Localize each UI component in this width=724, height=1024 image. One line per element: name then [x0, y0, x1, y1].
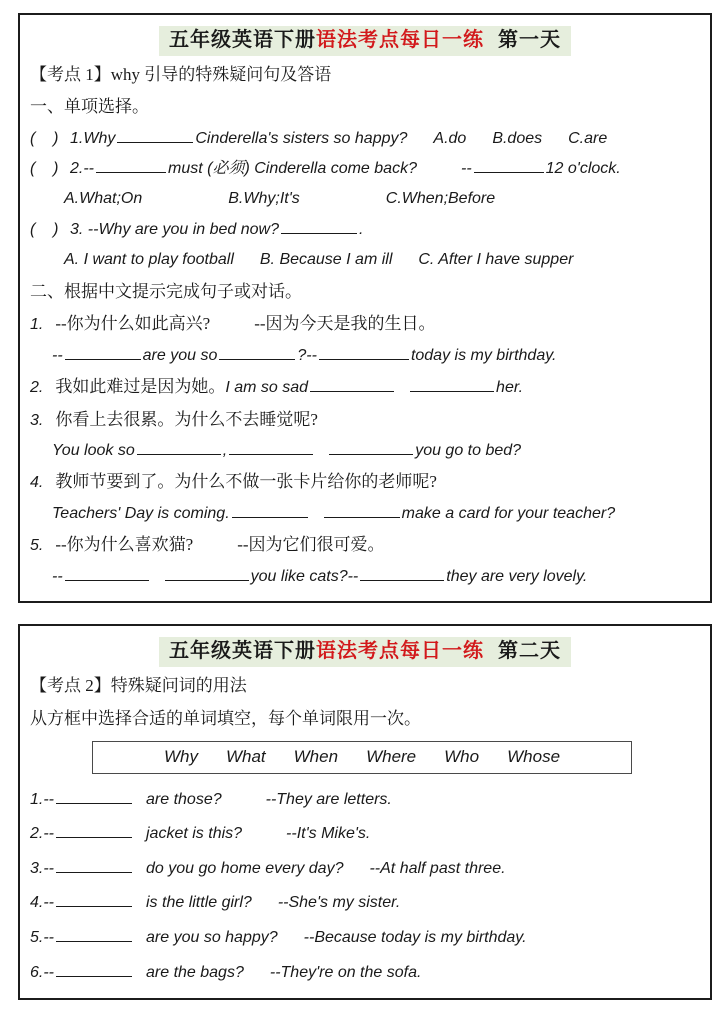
translation-1-chinese-question: --你为什么如此高兴? [55, 314, 211, 334]
translation-4-number: 4. [30, 474, 44, 492]
fill-question-1 [30, 783, 700, 818]
fill-2-number: 2.-- [30, 825, 54, 843]
fill-question-3 [30, 852, 700, 887]
fill-5-number: 5.-- [30, 929, 54, 946]
translation-5-blank-1[interactable] [65, 565, 149, 581]
translation-1-blank-2[interactable] [219, 343, 295, 359]
translation-5-blank-3[interactable] [360, 565, 444, 581]
fill-4-blank[interactable] [56, 891, 132, 907]
fill-5-blank[interactable] [56, 926, 132, 942]
mcq-3-answer-paren[interactable]: ( ) [30, 220, 59, 238]
translation-2-chinese: 我如此难过是因为她。 [55, 377, 226, 397]
translation-5-number: 5. [30, 537, 44, 555]
translation-1-mid-2: ?-- [297, 346, 317, 364]
translation-3-answer-line [30, 437, 700, 465]
translation-4-chinese: 教师节要到了。为什么不做一张卡片给你的老师呢? [55, 472, 437, 492]
fill-5-answer: --Because today is my birthday. [303, 929, 527, 946]
translation-5-tail: they are very lovely. [446, 567, 588, 585]
translation-item-3 [30, 405, 700, 435]
translation-item-5 [30, 530, 700, 560]
translation-1-mid-1: are you so [142, 346, 218, 364]
mcq-3-blank[interactable] [281, 218, 357, 234]
word-bank-item-where[interactable]: Where [366, 746, 417, 766]
translation-5-blank-2[interactable] [165, 565, 249, 581]
fill-4-stem: is the little girl? [146, 894, 252, 912]
mcq-1-answer-paren[interactable]: ( ) [30, 129, 59, 147]
mcq-1-number: 1.Why [70, 129, 116, 147]
mcq-3-choice-b[interactable]: B. Because I am ill [259, 251, 393, 269]
fill-6-number: 6.-- [30, 963, 54, 981]
fill-5-stem: are you so happy? [146, 929, 278, 946]
translation-2-blank-2[interactable] [410, 376, 494, 392]
fill-question-4 [30, 886, 700, 921]
word-bank-item-when[interactable]: When [293, 746, 339, 766]
mcq-item-1 [30, 125, 700, 153]
mcq-2-choice-b[interactable]: B.Why;It's [228, 190, 300, 208]
mcq-3-choices [30, 246, 700, 274]
word-bank [92, 741, 632, 774]
day-one-section-one-heading: 一、单项选择。 [30, 97, 149, 117]
translation-item-2 [30, 372, 700, 402]
translation-4-english-tail: make a card for your teacher? [401, 504, 616, 522]
day-one-title-suffix: 第一天 [498, 29, 561, 51]
day-one-title-row [30, 26, 700, 56]
day-one-title-prefix: 五年级英语下册 [169, 29, 316, 51]
mcq-1-blank[interactable] [117, 126, 193, 142]
fill-3-stem: do you go home every day? [146, 859, 344, 877]
fill-6-answer: --They're on the sofa. [269, 963, 422, 981]
fill-4-answer: --She's my sister. [277, 894, 401, 912]
translation-5-mid: you like cats?-- [250, 567, 359, 585]
translation-item-1 [30, 309, 700, 339]
mcq-3-choice-c[interactable]: C. After I have supper [418, 251, 574, 269]
day-one-point-heading: 【考点 1】why 引导的特殊疑问句及答语 [30, 65, 332, 84]
translation-5-answer-line [30, 563, 700, 591]
fill-1-blank[interactable] [56, 788, 132, 804]
translation-1-tail: today is my birthday. [410, 346, 557, 364]
mcq-3-number: 3. --Why are you in bed now? [70, 220, 279, 238]
day-two-title-highlight: 语法考点每日一练 [316, 640, 484, 663]
mcq-item-3 [30, 216, 700, 244]
day-two-title-row [30, 637, 700, 667]
translation-1-lead: -- [52, 346, 63, 364]
fill-1-stem: are those? [146, 790, 222, 808]
fill-1-answer: --They are letters. [265, 790, 392, 808]
mcq-2-choices [30, 185, 700, 213]
translation-3-blank-3[interactable] [329, 439, 413, 455]
translation-4-answer-line [30, 500, 700, 528]
mcq-1-choice-c[interactable]: C.are [568, 129, 608, 147]
mcq-2-blank-1[interactable] [96, 157, 166, 173]
mcq-3-choice-a[interactable]: A. I want to play football [64, 251, 234, 269]
fill-2-answer: --It's Mike's. [286, 825, 371, 843]
fill-question-2 [30, 817, 700, 852]
translation-5-chinese-answer: --因为它们很可爱。 [237, 535, 385, 555]
translation-1-number: 1. [30, 316, 44, 334]
mcq-2-answer-paren[interactable]: ( ) [30, 159, 59, 177]
mcq-2-choice-a[interactable]: A.What;On [64, 190, 143, 208]
day-two-title-prefix: 五年级英语下册 [169, 640, 316, 663]
day-two-point-heading: 【考点 2】特殊疑问词的用法 [30, 676, 247, 696]
fill-3-number: 3.-- [30, 859, 54, 877]
translation-3-blank-2[interactable] [229, 439, 313, 455]
translation-4-blank-1[interactable] [232, 502, 308, 518]
day-two-title-suffix: 第二天 [498, 640, 561, 663]
translation-5-chinese-question: --你为什么喜欢猫? [55, 535, 194, 555]
word-bank-item-who[interactable]: Who [444, 746, 480, 766]
mcq-1-choice-a[interactable]: A.do [433, 129, 467, 147]
mcq-1-stem-tail: Cinderella's sisters so happy? [195, 129, 408, 147]
mcq-2-stem-mid: must (必须) Cinderella come back? [168, 159, 417, 177]
translation-2-english-lead: I am so sad [225, 379, 309, 397]
translation-3-number: 3. [30, 411, 44, 429]
translation-1-blank-3[interactable] [319, 343, 409, 359]
day-two-title-band [159, 637, 571, 667]
translation-3-chinese: 你看上去很累。为什么不去睡觉呢? [55, 409, 318, 429]
fill-6-blank[interactable] [56, 960, 132, 976]
translation-1-answer-line [30, 342, 700, 370]
translation-2-number: 2. [30, 379, 44, 397]
mcq-2-blank-2[interactable] [474, 157, 544, 173]
translation-3-english-lead: You look so [52, 441, 135, 459]
translation-1-chinese-answer: --因为今天是我的生日。 [254, 314, 436, 334]
day-one-title-band [159, 26, 571, 56]
day-one-title-highlight: 语法考点每日一练 [316, 29, 484, 51]
mcq-1-choice-b[interactable]: B.does [492, 129, 543, 147]
fill-3-blank[interactable] [56, 857, 132, 873]
day-one-section-two-heading: 二、根据中文提示完成句子或对话。 [30, 281, 302, 301]
fill-2-blank[interactable] [56, 822, 132, 838]
day-two-instruction: 从方框中选择合适的单词填空，每个单词限用一次。 [30, 708, 421, 728]
fill-2-stem: jacket is this? [146, 825, 243, 843]
mcq-2-dash: -- [460, 159, 472, 177]
word-bank-item-why[interactable]: Why [163, 746, 198, 766]
mcq-2-choice-c[interactable]: C.When;Before [385, 190, 496, 208]
mcq-item-2 [30, 155, 700, 183]
translation-3-english-tail: you go to bed? [415, 441, 522, 459]
fill-3-answer: --At half past three. [369, 859, 506, 877]
fill-question-6 [30, 956, 700, 991]
translation-3-english-mid: , [222, 441, 228, 459]
word-bank-item-what[interactable]: What [225, 746, 266, 766]
translation-4-english-lead: Teachers' Day is coming. [52, 504, 230, 522]
fill-6-stem: are the bags? [146, 963, 244, 981]
translation-4-blank-2[interactable] [324, 502, 400, 518]
translation-3-blank-1[interactable] [137, 439, 221, 455]
mcq-3-stem-tail: . [359, 220, 364, 238]
day-one-box [18, 13, 712, 603]
fill-4-number: 4.-- [30, 894, 54, 912]
fill-question-5 [30, 921, 700, 956]
translation-5-lead: -- [52, 567, 63, 585]
translation-item-4 [30, 467, 700, 497]
translation-1-blank-1[interactable] [65, 343, 141, 359]
mcq-2-stem-tail: 12 o'clock. [545, 159, 621, 177]
translation-2-english-tail: her. [496, 379, 524, 397]
word-bank-item-whose[interactable]: Whose [507, 746, 561, 766]
translation-2-blank-1[interactable] [310, 376, 394, 392]
day-two-box [18, 624, 712, 1000]
fill-1-number: 1.-- [30, 790, 54, 808]
mcq-2-number: 2.-- [70, 159, 94, 177]
